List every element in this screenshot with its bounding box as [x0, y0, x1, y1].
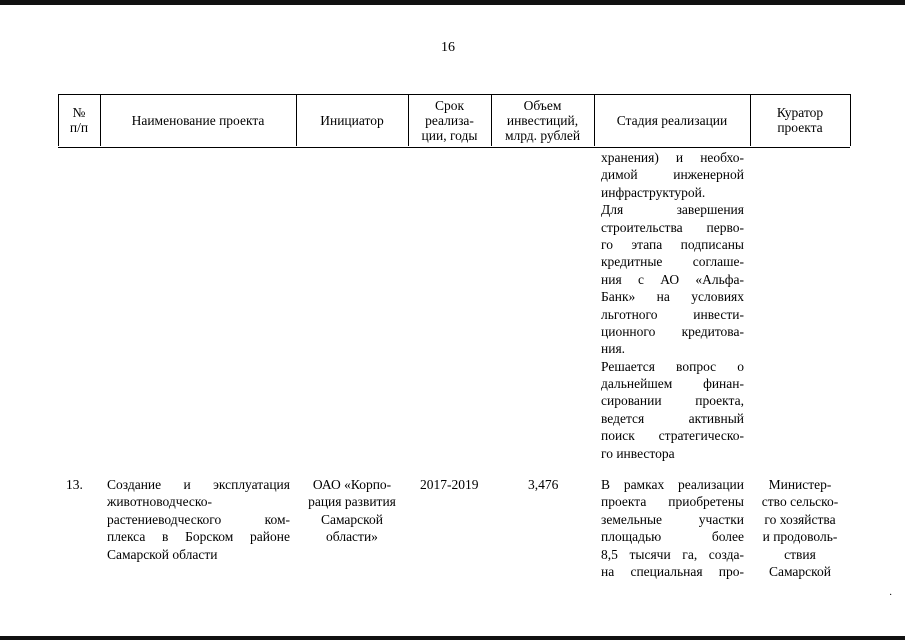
- page-number: 16: [441, 40, 455, 55]
- bottom-border: [0, 636, 905, 640]
- row13-initiator: ОАО «Корпо- рация развития Самарской области»: [308, 477, 396, 545]
- header-num: № п/п: [69, 105, 89, 135]
- header-project-name: Наименование проекта: [131, 112, 265, 128]
- row13-project-name: Создание и эксплуатация животноводческо- растениеводческого ком- плекса в Борском районе Самарской области: [107, 477, 290, 562]
- header-term: Срок реализа- ции, годы: [421, 97, 478, 143]
- row13-stage: В рамках реализации проекта приобретены земельные участки площадью более 8,5 тысячи га, созда- на специальная про-: [601, 477, 744, 579]
- scan-speck: ·: [889, 590, 893, 601]
- top-border: [0, 0, 905, 5]
- row13-term: 2017-2019: [420, 477, 479, 492]
- header-initiator: Инициатор: [320, 112, 384, 128]
- continued-stage-text: хранения) и необхо- димой инженерной инфраструктурой. Для завершения строительства перво- го этапа подписаны кредитные соглаше- ния с АО «Альфа- Банк» на условиях льготного инвести- ционного кредитова- ния. Решается вопрос о дальнейшем финан- сировании проекта, ведется активный поиск стратегическо- го инвестора: [601, 150, 744, 461]
- row13-curator: Министер- ство сельско- го хозяйства и продоволь- ствия Самарской: [761, 477, 839, 579]
- header-volume: Объем инвестиций, млрд. рублей: [504, 97, 581, 143]
- row13-volume: 3,476: [528, 477, 559, 492]
- row13-number: 13.: [66, 477, 83, 492]
- header-stage: Стадия реализации: [616, 112, 728, 128]
- header-curator: Куратор проекта: [776, 105, 824, 135]
